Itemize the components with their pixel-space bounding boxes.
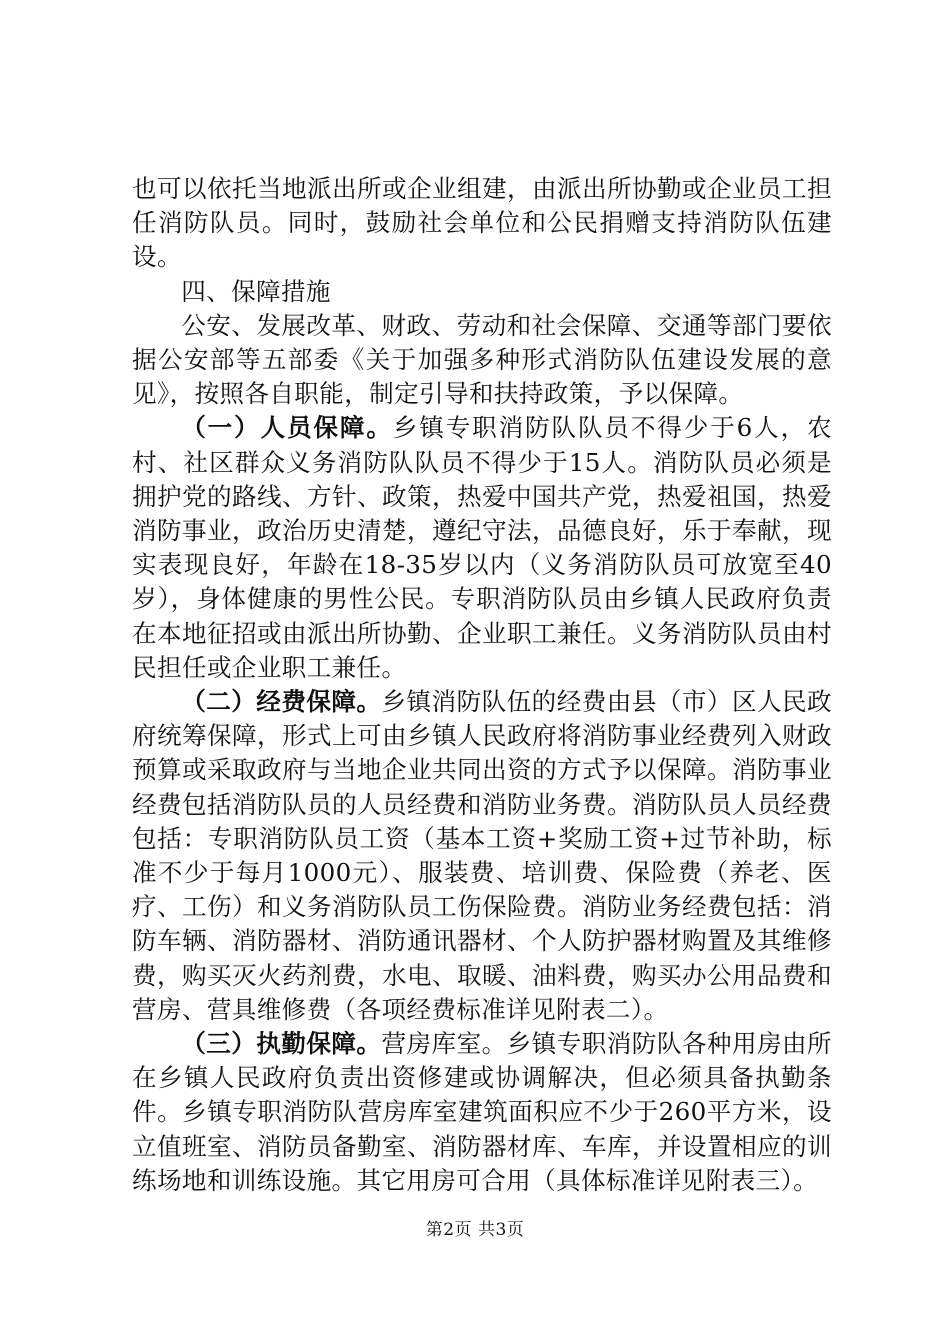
paragraph-text: 乡镇专职消防队队员不得少于6人，农村、社区群众义务消防队队员不得少于15人。消防队员必须是拥护党的路线、方针、政策，热爱中国共产党，热爱祖国，热爱消防事业，政治历史清楚，遵纪守法，品德良好，乐于奉献，现实表现良好，年龄在18-35岁以内（义务消防队员可放宽至40岁），身体健康的男性公民。专职消防队员由乡镇人民政府负责在本地征招或由派出所协勤、企业职工兼任。义务消防队员由村民担任或企业职工兼任。 — [132, 413, 832, 682]
paragraph-text: 乡镇消防队伍的经费由县（市）区人民政府统筹保障，形式上可由乡镇人民政府将消防事业经费列入财政预算或采取政府与当地企业共同出资的方式予以保障。消防事业经费包括消防队员的人员经费和消防业务费。消防队员人员经费包括：专职消防队员工资（基本工资+奖励工资+过节补助，标准不少于每月1000元）、服装费、培训费、保险费（养老、医疗、工伤）和义务消防队员工伤保险费。消防业务经费包括：消防车辆、消防器材、消防通讯器材、个人防护器材购置及其维修费，购买灭火药剂费，水电、取暖、油料费，购买办公用品费和营房、营具维修费（各项经费标准详见附表二）。 — [132, 687, 832, 1024]
paragraph-lead: （一）人员保障。 — [181, 413, 393, 443]
section-intro-paragraph: 公安、发展改革、财政、劳动和社会保障、交通等部门要依据公安部等五部委《关于加强多种形式消防队伍建设发展的意见》，按照各自职能，制定引导和扶持政策，予以保障。 — [132, 310, 832, 409]
paragraph-lead: （二）经费保障。 — [181, 687, 382, 717]
funding-guarantee-paragraph — [132, 685, 832, 1027]
page-footer: 第2页 共3页 — [425, 1220, 525, 1240]
document-body — [132, 172, 832, 1198]
duty-guarantee-paragraph — [132, 1027, 832, 1198]
paragraph-lead: （三）执勤保障。 — [181, 1029, 382, 1059]
section-heading: 四、保障措施 — [181, 276, 331, 306]
continuation-paragraph: 也可以依托当地派出所或企业组建，由派出所协勤或企业员工担任消防队员。同时，鼓励社会单位和公民捐赠支持消防队伍建设。 — [132, 174, 832, 272]
personnel-guarantee-paragraph — [132, 411, 832, 685]
paragraph-text: 营房库室。乡镇专职消防队各种用房由所在乡镇人民政府负责出资修建或协调解决，但必须具备执勤条件。乡镇专职消防队营房库室建筑面积应不少于260平方米，设立值班室、消防员备勤室、消防器材库、车库，并设置相应的训练场地和训练设施。其它用房可合用（具体标准详见附表三）。 — [132, 1029, 832, 1195]
